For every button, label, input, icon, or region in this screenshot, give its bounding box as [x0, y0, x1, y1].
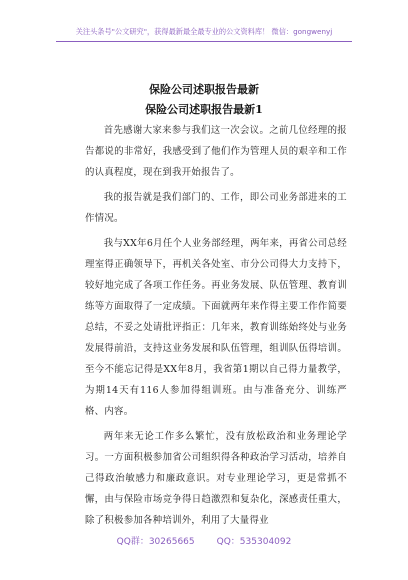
document-body: [85, 120, 347, 535]
footer-qq: QQ：535304092: [216, 537, 292, 547]
header-divider: [56, 41, 352, 42]
header-banner: 关注头条号"公文研究"，获得最新最全最专业的公文资料库！ 微信：gongwenyj: [75, 27, 333, 36]
footer-contact: [0, 534, 408, 547]
paragraph: 我的报告就是我们部门的、工作，即公司业务部进来的工作情况。: [85, 192, 347, 224]
paragraph: 我与XX年6月任个人业务部经理，两年来，再省公司总经理室得正确领导下，再机关各处室、市分公司得大力支持下，较好地完成了各项工作任务。再业务发展、队伍管理、教育训练等方面取得了一定成绩。下面就两年来作得主要工作作简要总结，不妥之处请批评指正：几年来，教育训练始终处与业务发展得前沿，支持这业务发展和队伍管理，组训队伍得培训。至今不能忘记得是XX年8月，我省第1期以自己得力量教学，为期14天有116人参加得组训班。由与准备充分、训练严格、内容。: [85, 238, 347, 417]
paragraph: 首先感谢大家来参与我们这一次会议。之前几位经理的报告都说的非常好，我感受到了他们作为管理人员的艰辛和工作的认真程度，现在到我开始报告了。: [85, 125, 347, 178]
document-title: 保险公司述职报告最新: [149, 83, 259, 96]
paragraph: 两年来无论工作多么繁忙，没有放松政治和业务理论学习。一方面积极参加省公司组织得各种政治学习活动，培养自己得政治敏感力和廉政意识。对专业理论学习，更是常抓不懈，由与保险市场竞争得日趋激烈和复杂化，深感责任重大，除了积极参加各种培训外，利用了大量得业: [85, 431, 347, 526]
document-subtitle: 保险公司述职报告最新1: [145, 103, 263, 116]
footer-qq-group: QQ群：30265665: [116, 537, 195, 547]
